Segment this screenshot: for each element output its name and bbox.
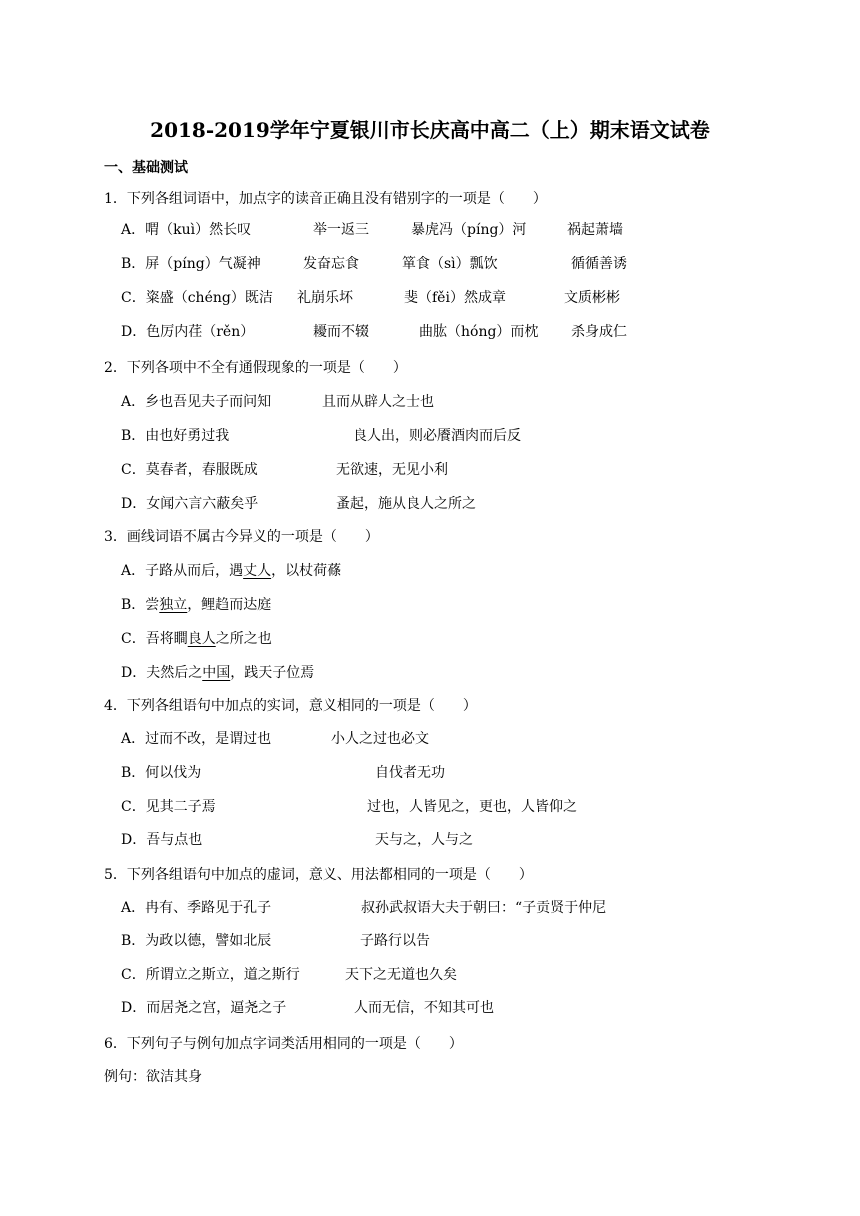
option-text: A．乡也吾见夫子而问知 xyxy=(121,394,272,410)
option-text: A．喟（kuì）然长叹 xyxy=(121,222,252,238)
question-3-option-a xyxy=(121,562,341,580)
option-text: 天与之，人与之 xyxy=(375,832,473,848)
option-text: 暴虎冯（píng）河 xyxy=(411,222,527,238)
option-text: 礼崩乐坏 xyxy=(297,290,353,306)
option-text: B．尝 xyxy=(121,597,160,613)
option-text: 小人之过也必文 xyxy=(331,731,429,747)
underlined-word: 良人 xyxy=(187,631,216,647)
option-text: B．由也好勇过我 xyxy=(121,428,230,444)
underlined-word: 独立 xyxy=(159,597,188,613)
question-4-stem: 4．下列各组语句中加点的实词，意义相同的一项是（ ） xyxy=(104,698,477,714)
option-text: 举一返三 xyxy=(313,222,369,238)
option-text: A．冉有、季路见于孔子 xyxy=(121,900,272,916)
option-text: 曲肱（hóng）而枕 xyxy=(419,324,539,340)
option-text: 发奋忘食 xyxy=(303,256,359,272)
option-text: 子路行以告 xyxy=(360,933,430,949)
option-text: D．夫然后之 xyxy=(121,665,203,681)
option-text: D．女闻六言六蔽矣乎 xyxy=(121,496,259,512)
option-text: ，鲤趋而达庭 xyxy=(187,597,272,613)
option-text: 天下之无道也久矣 xyxy=(345,967,457,983)
option-text: 良人出，则必餍酒肉而后反 xyxy=(353,428,521,444)
option-text: B．为政以德，譬如北辰 xyxy=(121,933,272,949)
underlined-word: 丈人 xyxy=(243,563,272,579)
option-text: D．吾与点也 xyxy=(121,832,203,848)
option-text: 叔孙武叔语大夫于朝曰：“子贡贤于仲尼 xyxy=(361,900,607,916)
option-text: 之所之也 xyxy=(215,631,272,647)
option-text: 过也，人皆见之，更也，人皆仰之 xyxy=(367,799,577,815)
option-text: 自伐者无功 xyxy=(375,765,445,781)
question-6-stem: 6．下列句子与例句加点字词类活用相同的一项是（ ） xyxy=(104,1036,463,1052)
option-text: 文质彬彬 xyxy=(564,290,620,306)
question-2-stem: 2．下列各项中不全有通假现象的一项是（ ） xyxy=(104,360,407,376)
example-sentence: 例句：欲洁其身 xyxy=(104,1069,202,1085)
option-text: C．吾将瞷 xyxy=(121,631,188,647)
option-text: 耰而不辍 xyxy=(313,324,369,340)
question-3-option-d xyxy=(121,664,314,682)
option-text: 循循善诱 xyxy=(571,256,627,272)
question-3-stem: 3．画线词语不属古今异义的一项是（ ） xyxy=(104,529,379,545)
underlined-word: 中国 xyxy=(202,665,231,681)
question-1-stem: 1．下列各组词语中，加点字的读音正确且没有错别字的一项是（ ） xyxy=(104,191,547,207)
option-text: C．所谓立之斯立，道之斯行 xyxy=(121,967,300,983)
option-text: 蚤起，施从良人之所之 xyxy=(336,496,476,512)
section-heading: 一、基础测试 xyxy=(104,160,188,176)
option-text: C．莫春者，春服既成 xyxy=(121,462,258,478)
option-text: A．过而不改，是谓过也 xyxy=(121,731,272,747)
option-text: 且而从辟人之士也 xyxy=(322,394,434,410)
option-text: 无欲速，无见小利 xyxy=(336,462,448,478)
option-text: A．子路从而后，遇 xyxy=(121,563,244,579)
option-text: 箪食（sì）瓢饮 xyxy=(402,256,498,272)
option-text: 祸起萧墙 xyxy=(567,222,623,238)
question-5-stem: 5．下列各组语句中加点的虚词，意义、用法都相同的一项是（ ） xyxy=(104,867,533,883)
option-text: 斐（fěi）然成章 xyxy=(404,290,506,306)
option-text: 人而无信，不知其可也 xyxy=(354,1000,494,1016)
option-text: 杀身成仁 xyxy=(571,324,627,340)
option-text: B．何以伐为 xyxy=(121,765,202,781)
option-text: C．见其二子焉 xyxy=(121,799,216,815)
option-text: ，践天子位焉 xyxy=(230,665,315,681)
option-text: D．而居尧之宫，逼尧之子 xyxy=(121,1000,287,1016)
option-text: D．色厉内荏（rěn） xyxy=(121,324,255,340)
option-text: ，以杖荷蓧 xyxy=(271,563,342,579)
option-text: C．粢盛（chéng）既洁 xyxy=(121,290,273,306)
question-3-option-c xyxy=(121,630,272,648)
question-3-option-b xyxy=(121,596,271,614)
page-title: 2018-2019学年宁夏银川市长庆高中高二（上）期末语文试卷 xyxy=(150,118,710,142)
option-text: B．屏（píng）气凝神 xyxy=(121,256,261,272)
